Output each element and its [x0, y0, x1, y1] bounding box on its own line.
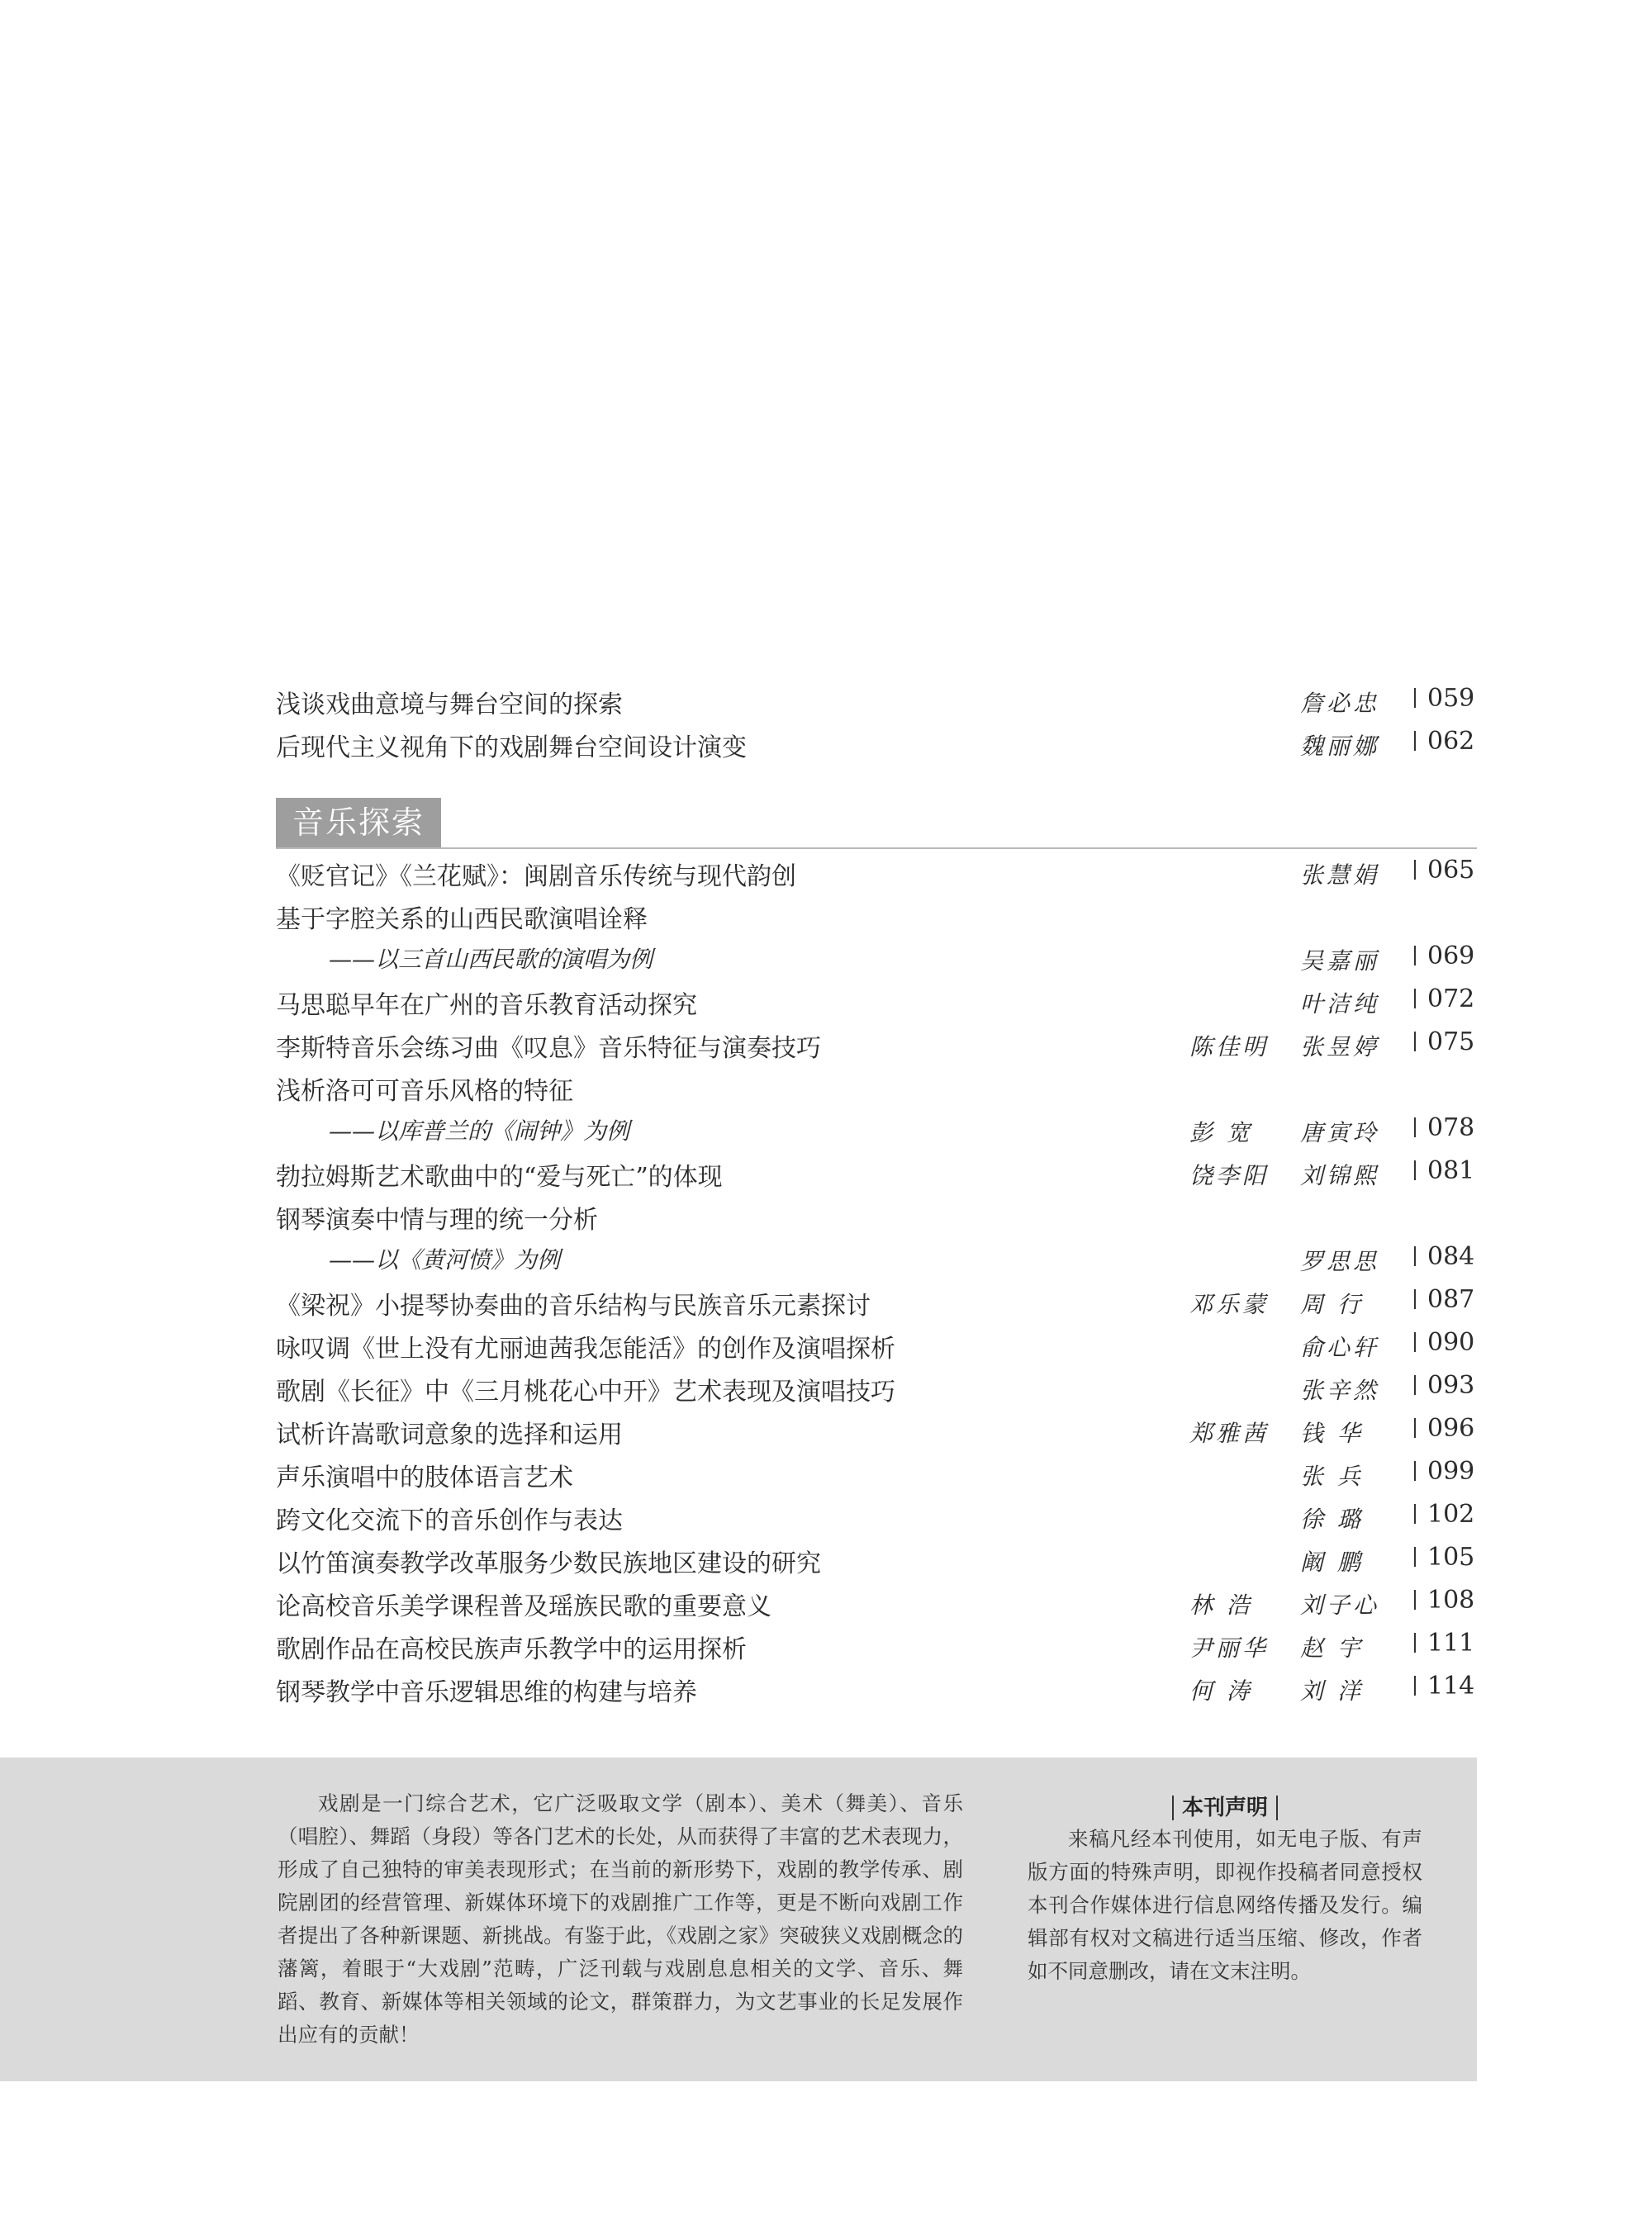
- article-title: 钢琴演奏中情与理的统一分析: [276, 1206, 598, 1235]
- page-number: 087: [1414, 1285, 1474, 1314]
- toc-entry[interactable]: [276, 1622, 1477, 1665]
- toc-entry[interactable]: [276, 1364, 1477, 1407]
- article-author: 尹丽华: [1189, 1634, 1270, 1662]
- toc-entry-title-line: [276, 1193, 1477, 1236]
- toc-entry-title-line: [276, 892, 1477, 935]
- article-author: 罗思思: [1300, 1248, 1380, 1275]
- article-title: 浅谈戏曲意境与舞台空间的探索: [276, 690, 623, 719]
- article-author: 张辛然: [1300, 1377, 1380, 1404]
- page-number: 093: [1414, 1371, 1474, 1400]
- toc-entry[interactable]: [276, 935, 1477, 978]
- article-title: 勃拉姆斯艺术歌曲中的“爱与死亡”的体现: [276, 1163, 723, 1192]
- toc-entry[interactable]: [276, 1236, 1477, 1279]
- article-author: 周 行: [1300, 1291, 1364, 1318]
- toc-entry[interactable]: [276, 1579, 1477, 1622]
- article-author: 詹必忠: [1300, 690, 1380, 717]
- article-title: 《梁祝》小提琴协奏曲的音乐结构与民族音乐元素探讨: [276, 1292, 871, 1321]
- article-author: 彭 宽: [1189, 1119, 1253, 1146]
- toc-entry[interactable]: [276, 1021, 1477, 1064]
- article-subtitle: ——以库普兰的《闹钟》为例: [329, 1117, 630, 1145]
- article-title: 跨文化交流下的音乐创作与表达: [276, 1506, 623, 1535]
- page-number: 099: [1414, 1457, 1474, 1486]
- introduction-text: 戏剧是一门综合艺术，它广泛吸取文学（剧本）、美术（舞美）、音乐（唱腔）、舞蹈（身段）等各门艺术的长处，从而获得了丰富的艺术表现力，形成了自己独特的审美表现形式；在当前的新形势下，戏剧的教学传承、剧院剧团的经营管理、新媒体环境下的戏剧推广工作等，更是不断向戏剧工作者提出了各种新课题、新挑战。有鉴于此，《戏剧之家》突破狭义戏剧概念的藩篱，着眼于“大戏剧”范畴，广泛刊载与戏剧息息相关的文学、音乐、舞蹈、教育、新媒体等相关领域的论文，群策群力，为文艺事业的长足发展作出应有的贡献！: [278, 1791, 963, 2047]
- article-author: 张 兵: [1300, 1463, 1364, 1490]
- toc-entry[interactable]: [276, 1665, 1477, 1708]
- page-number: 108: [1414, 1586, 1474, 1615]
- article-title: 歌剧作品在高校民族声乐教学中的运用探析: [276, 1635, 747, 1664]
- section-title: 音乐探索: [276, 798, 441, 847]
- article-title: 声乐演唱中的肢体语言艺术: [276, 1464, 573, 1492]
- page-number: 072: [1414, 984, 1474, 1013]
- page-number: 062: [1414, 727, 1474, 756]
- journal-introduction: [278, 1787, 963, 2052]
- toc-entry[interactable]: [276, 720, 1477, 763]
- declaration-title: [1028, 1791, 1422, 1821]
- toc-entry[interactable]: [276, 849, 1477, 892]
- page-number: 081: [1414, 1156, 1474, 1185]
- article-author: 邓乐蒙: [1189, 1291, 1270, 1318]
- page-number: 105: [1414, 1543, 1474, 1572]
- toc-entry[interactable]: [276, 677, 1477, 720]
- article-title: 后现代主义视角下的戏剧舞台空间设计演变: [276, 733, 747, 762]
- article-title: 试析许嵩歌词意象的选择和运用: [276, 1421, 623, 1449]
- page-number: 069: [1414, 942, 1474, 970]
- section-header: [276, 798, 1477, 849]
- toc-entry[interactable]: [276, 1407, 1477, 1450]
- toc-entry[interactable]: [276, 1450, 1477, 1493]
- declaration-text: 来稿凡经本刊使用，如无电子版、有声版方面的特殊声明，即视作投稿者同意授权本刊合作媒体进行信息网络传播及发行。编辑部有权对文稿进行适当压缩、修改，作者如不同意删改，请在文末注明。: [1028, 1827, 1422, 1983]
- page-number: 096: [1414, 1414, 1474, 1443]
- journal-declaration: [1028, 1791, 1422, 1988]
- toc-entry[interactable]: [276, 978, 1477, 1021]
- page-number: 078: [1414, 1113, 1474, 1142]
- article-author: 何 涛: [1189, 1677, 1253, 1705]
- article-title: 浅析洛可可音乐风格的特征: [276, 1077, 573, 1106]
- article-author: 魏丽娜: [1300, 733, 1380, 760]
- toc-entry[interactable]: [276, 1150, 1477, 1193]
- article-title: 基于字腔关系的山西民歌演唱诠释: [276, 905, 648, 934]
- article-author: 饶李阳: [1189, 1162, 1270, 1189]
- page-number: 090: [1414, 1328, 1474, 1357]
- toc-list-pre: [276, 677, 1477, 763]
- article-author: 徐 璐: [1300, 1506, 1364, 1533]
- toc-entry[interactable]: [276, 1279, 1477, 1321]
- page-number: 084: [1414, 1242, 1474, 1271]
- article-author: 张昱婷: [1300, 1033, 1380, 1060]
- article-author: 钱 华: [1300, 1420, 1364, 1447]
- page-number: 111: [1414, 1629, 1474, 1658]
- page-number: 075: [1414, 1027, 1474, 1056]
- article-title: 钢琴教学中音乐逻辑思维的构建与培养: [276, 1678, 697, 1707]
- article-title: 歌剧《长征》中《三月桃花心中开》艺术表现及演唱技巧: [276, 1378, 895, 1407]
- declaration-title-text: 本刊声明: [1172, 1796, 1278, 1820]
- article-author: 唐寅玲: [1300, 1119, 1380, 1146]
- article-title: 咏叹调《世上没有尤丽迪茜我怎能活》的创作及演唱探析: [276, 1335, 895, 1364]
- toc-entry[interactable]: [276, 1536, 1477, 1579]
- article-subtitle: ——以三首山西民歌的演唱为例: [329, 946, 653, 973]
- article-title: 马思聪早年在广州的音乐教育活动探究: [276, 991, 697, 1020]
- article-title: 论高校音乐美学课程普及瑶族民歌的重要意义: [276, 1592, 771, 1621]
- article-author: 阚 鹏: [1300, 1549, 1364, 1576]
- article-author: 刘 洋: [1300, 1677, 1364, 1705]
- notice-panel: [0, 1758, 1477, 2081]
- article-author: 吴嘉丽: [1300, 947, 1380, 975]
- article-title: 李斯特音乐会练习曲《叹息》音乐特征与演奏技巧: [276, 1034, 821, 1063]
- article-author: 赵 宇: [1300, 1634, 1364, 1662]
- article-author: 刘锦熙: [1300, 1162, 1380, 1189]
- page-number: 114: [1414, 1672, 1474, 1701]
- toc-entry[interactable]: [276, 1493, 1477, 1536]
- article-author: 刘子心: [1300, 1592, 1380, 1619]
- article-subtitle: ——以《黄河愤》为例: [329, 1246, 561, 1274]
- page-number: 065: [1414, 856, 1474, 885]
- page-number: 059: [1414, 684, 1474, 713]
- article-author: 郑雅茜: [1189, 1420, 1270, 1447]
- article-author: 林 浩: [1189, 1592, 1253, 1619]
- article-title: 以竹笛演奏教学改革服务少数民族地区建设的研究: [276, 1549, 821, 1578]
- toc-entry-title-line: [276, 1064, 1477, 1107]
- page-number: 102: [1414, 1500, 1474, 1529]
- article-author: 张慧娟: [1300, 861, 1380, 889]
- article-title: 《贬官记》《兰花赋》：闽剧音乐传统与现代韵创: [276, 862, 796, 891]
- toc-entry[interactable]: [276, 1107, 1477, 1150]
- article-author: 陈佳明: [1189, 1033, 1270, 1060]
- article-author: 叶洁纯: [1300, 990, 1380, 1018]
- toc-list-music: [276, 849, 1477, 1708]
- article-author: 俞心轩: [1300, 1334, 1380, 1361]
- toc-entry[interactable]: [276, 1321, 1477, 1364]
